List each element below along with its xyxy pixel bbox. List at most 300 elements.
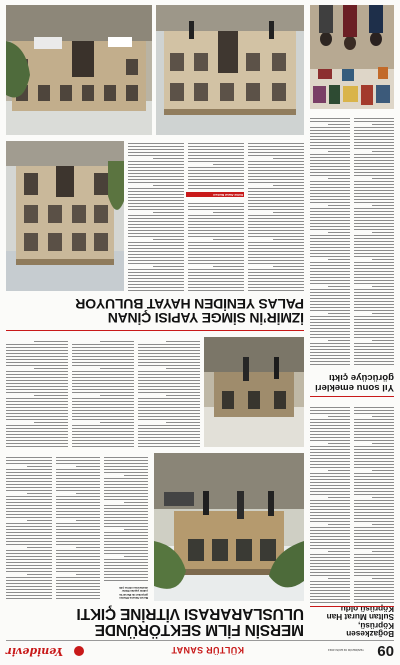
text-line: [354, 428, 394, 429]
text-line: [354, 322, 394, 323]
text-line: [128, 209, 184, 210]
text-line: [310, 352, 350, 353]
text-line: [354, 190, 394, 191]
text-line: [354, 268, 394, 269]
text-line: [354, 542, 394, 543]
text-line: [354, 337, 394, 338]
text-line: [328, 313, 350, 314]
text-line: [310, 467, 350, 468]
text-line: [310, 166, 350, 167]
film-body-text-col-6: [6, 337, 68, 447]
text-line: [354, 181, 394, 182]
text-line: [138, 362, 200, 363]
cinan-palas-photo: [6, 141, 124, 291]
text-line: [310, 539, 350, 540]
text-line: [310, 241, 350, 242]
text-line: [56, 541, 100, 542]
text-line: [310, 440, 350, 441]
film-headline-line-2: ULUSLARARASI VİTRİNE ÇIKTI: [76, 605, 304, 623]
text-line: [56, 580, 100, 581]
text-line: [354, 142, 394, 143]
text-line: [354, 473, 394, 474]
film-set-photo: [154, 453, 304, 601]
text-line: [248, 152, 304, 153]
text-line: [354, 226, 394, 227]
text-line: [128, 227, 184, 228]
text-line: [188, 143, 244, 144]
text-line: [310, 223, 350, 224]
text-line: [188, 221, 244, 222]
text-line: [104, 574, 148, 575]
text-line: [72, 407, 134, 408]
text-line: [27, 547, 52, 548]
text-line: [354, 563, 394, 564]
text-line: [76, 574, 100, 575]
text-line: [310, 364, 350, 365]
text-line: [248, 269, 304, 270]
text-line: [310, 530, 350, 531]
page-header: [6, 640, 394, 661]
text-line: [354, 331, 394, 332]
izmir-headline-line-2: PALAS YENİDEN HAYAT BULUYOR: [75, 295, 304, 312]
text-line: [248, 143, 304, 144]
text-line: [354, 121, 394, 122]
text-line: [128, 278, 184, 279]
text-line: [188, 278, 244, 279]
text-line: [328, 286, 350, 287]
text-line: [153, 239, 184, 240]
text-line: [188, 269, 244, 270]
text-line: [354, 599, 394, 600]
text-line: [6, 410, 68, 411]
divider: [310, 606, 394, 607]
text-line: [56, 565, 100, 566]
text-line: [56, 463, 100, 464]
text-line: [188, 257, 244, 258]
text-line: [213, 212, 244, 213]
text-line: [104, 565, 148, 566]
text-line: [6, 571, 52, 572]
text-line: [76, 547, 100, 548]
text-line: [6, 508, 52, 509]
text-line: [188, 254, 244, 255]
text-line: [128, 254, 184, 255]
text-line: [310, 596, 350, 597]
text-line: [104, 511, 148, 512]
text-line: [372, 524, 394, 525]
film-body-text-col-4: [138, 337, 200, 447]
text-line: [138, 434, 200, 435]
text-line: [124, 475, 148, 476]
text-line: [128, 188, 184, 189]
text-line: [56, 544, 100, 545]
text-line: [310, 358, 350, 359]
text-line: [138, 389, 200, 390]
text-line: [354, 160, 394, 161]
header-date: YENİDEVİR 02 EKİM 2024: [327, 648, 364, 652]
text-line: [248, 188, 304, 189]
text-line: [104, 463, 148, 464]
text-line: [56, 517, 100, 518]
text-line: [354, 518, 394, 519]
text-line: [138, 446, 200, 447]
text-line: [104, 532, 148, 533]
text-line: [354, 241, 394, 242]
text-line: [354, 145, 394, 146]
text-line: [128, 224, 184, 225]
text-line: [248, 281, 304, 282]
text-line: [104, 580, 148, 581]
text-line: [34, 368, 68, 369]
text-line: [354, 560, 394, 561]
text-line: [354, 557, 394, 558]
text-line: [328, 416, 350, 417]
text-line: [310, 407, 350, 408]
text-line: [153, 266, 184, 267]
text-line: [354, 500, 394, 501]
text-line: [6, 440, 68, 441]
text-line: [188, 203, 244, 204]
text-line: [354, 413, 394, 414]
text-line: [138, 419, 200, 420]
text-line: [328, 178, 350, 179]
text-line: [354, 494, 394, 495]
text-line: [128, 245, 184, 246]
text-line: [310, 274, 350, 275]
text-line: [354, 467, 394, 468]
text-line: [310, 545, 350, 546]
text-line: [354, 548, 394, 549]
text-line: [354, 301, 394, 302]
text-line: [354, 133, 394, 134]
text-line: [310, 247, 350, 248]
text-line: [310, 503, 350, 504]
text-line: [354, 253, 394, 254]
text-line: [310, 349, 350, 350]
yearend-body-text-col-1: [354, 115, 394, 365]
film-headline-line-1: MERSİN FİLM SEKTÖRÜNDE: [94, 621, 304, 638]
text-line: [104, 544, 148, 545]
text-line: [188, 281, 244, 282]
text-line: [128, 248, 184, 249]
text-line: [248, 179, 304, 180]
section-title: KÜLTÜR SANAT: [171, 645, 244, 655]
text-line: [56, 532, 100, 533]
text-line: [248, 215, 304, 216]
text-line: [354, 503, 394, 504]
text-line: [372, 286, 394, 287]
text-line: [310, 301, 350, 302]
text-line: [6, 353, 68, 354]
text-line: [166, 341, 200, 342]
text-line: [310, 184, 350, 185]
text-line: [354, 602, 394, 603]
text-line: [188, 167, 244, 168]
text-line: [354, 148, 394, 149]
text-line: [6, 404, 68, 405]
text-line: [310, 181, 350, 182]
text-line: [104, 478, 148, 479]
palace-exterior-photo-art: [156, 5, 304, 135]
text-line: [72, 404, 134, 405]
text-line: [188, 152, 244, 153]
text-line: [354, 139, 394, 140]
text-line: [310, 325, 350, 326]
palace-exterior-photo: [156, 5, 304, 135]
text-line: [310, 271, 350, 272]
text-line: [354, 235, 394, 236]
text-line: [354, 407, 394, 408]
text-line: [248, 209, 304, 210]
text-line: [6, 490, 52, 491]
text-line: [128, 176, 184, 177]
text-line: [273, 158, 304, 159]
text-line: [188, 155, 244, 156]
text-line: [248, 254, 304, 255]
cinan-palas-photo-art: [6, 141, 124, 291]
text-line: [128, 194, 184, 195]
text-line: [273, 239, 304, 240]
text-line: [128, 170, 184, 171]
text-line: [72, 425, 134, 426]
text-line: [6, 526, 52, 527]
text-line: [128, 164, 184, 165]
text-line: [153, 158, 184, 159]
text-line: [72, 392, 134, 393]
text-line: [354, 512, 394, 513]
text-line: [310, 226, 350, 227]
text-line: [128, 161, 184, 162]
text-line: [310, 587, 350, 588]
text-line: [248, 233, 304, 234]
text-line: [188, 230, 244, 231]
text-line: [6, 374, 68, 375]
text-line: [56, 529, 100, 530]
text-line: [188, 149, 244, 150]
text-line: [310, 422, 350, 423]
text-line: [310, 304, 350, 305]
text-line: [354, 229, 394, 230]
text-line: [72, 350, 134, 351]
text-line: [124, 556, 148, 557]
text-line: [6, 380, 68, 381]
text-line: [128, 263, 184, 264]
text-line: [104, 520, 148, 521]
text-line: [354, 223, 394, 224]
text-line: [354, 208, 394, 209]
text-line: [72, 389, 134, 390]
text-line: [372, 497, 394, 498]
text-line: [354, 307, 394, 308]
page-number: 09: [377, 642, 394, 659]
text-line: [354, 175, 394, 176]
text-line: [188, 158, 244, 159]
text-line: [56, 457, 100, 458]
text-line: [310, 154, 350, 155]
text-line: [328, 524, 350, 525]
text-line: [248, 230, 304, 231]
text-line: [56, 553, 100, 554]
text-line: [128, 272, 184, 273]
text-line: [6, 386, 68, 387]
text-line: [248, 257, 304, 258]
text-line: [138, 413, 200, 414]
text-line: [100, 395, 134, 396]
film-lead: [104, 585, 148, 599]
text-line: [6, 347, 68, 348]
text-line: [354, 277, 394, 278]
text-line: [248, 272, 304, 273]
text-line: [354, 485, 394, 486]
text-line: [56, 592, 100, 593]
text-line: [248, 284, 304, 285]
text-line: [354, 361, 394, 362]
text-line: [310, 464, 350, 465]
text-line: [354, 410, 394, 411]
text-line: [248, 236, 304, 237]
text-line: [6, 362, 68, 363]
text-line: [56, 505, 100, 506]
text-line: [128, 221, 184, 222]
text-line: [6, 434, 68, 435]
text-line: [310, 548, 350, 549]
text-line: [372, 578, 394, 579]
text-line: [56, 484, 100, 485]
text-line: [100, 341, 134, 342]
text-line: [72, 365, 134, 366]
text-line: [104, 526, 148, 527]
text-line: [248, 290, 304, 291]
text-line: [310, 295, 350, 296]
text-line: [310, 343, 350, 344]
text-line: [6, 535, 52, 536]
text-line: [310, 560, 350, 561]
text-line: [310, 214, 350, 215]
text-line: [6, 565, 52, 566]
text-line: [354, 118, 394, 119]
text-line: [354, 244, 394, 245]
text-line: [354, 455, 394, 456]
text-line: [124, 529, 148, 530]
text-line: [310, 593, 350, 594]
film-lead-line-1: Mersin Sinema Ofisinin: [119, 596, 148, 599]
film-body-text-col-2: [56, 453, 100, 599]
text-line: [6, 344, 68, 345]
text-line: [354, 346, 394, 347]
text-line: [354, 554, 394, 555]
text-line: [310, 244, 350, 245]
text-line: [6, 586, 52, 587]
text-line: [138, 407, 200, 408]
text-line: [138, 428, 200, 429]
text-line: [56, 523, 100, 524]
text-line: [248, 167, 304, 168]
text-line: [310, 256, 350, 257]
text-line: [6, 592, 52, 593]
text-line: [128, 173, 184, 174]
text-line: [372, 178, 394, 179]
text-line: [27, 520, 52, 521]
text-line: [310, 193, 350, 194]
text-line: [6, 437, 68, 438]
text-line: [188, 182, 244, 183]
text-line: [138, 380, 200, 381]
text-line: [6, 460, 52, 461]
text-line: [6, 425, 68, 426]
text-line: [354, 464, 394, 465]
text-line: [188, 185, 244, 186]
text-line: [56, 511, 100, 512]
text-line: [310, 581, 350, 582]
text-line: [104, 571, 148, 572]
text-line: [128, 233, 184, 234]
text-line: [354, 431, 394, 432]
text-line: [310, 449, 350, 450]
text-line: [72, 437, 134, 438]
text-line: [354, 449, 394, 450]
text-line: [248, 206, 304, 207]
text-line: [310, 280, 350, 281]
text-line: [310, 482, 350, 483]
text-line: [248, 161, 304, 162]
text-line: [310, 431, 350, 432]
text-line: [104, 496, 148, 497]
text-line: [153, 185, 184, 186]
text-line: [310, 250, 350, 251]
text-line: [372, 124, 394, 125]
text-line: [354, 172, 394, 173]
text-line: [6, 541, 52, 542]
text-line: [6, 407, 68, 408]
text-line: [310, 542, 350, 543]
text-line: [354, 211, 394, 212]
text-line: [72, 419, 134, 420]
text-line: [6, 457, 52, 458]
exhibition-photo-art: [310, 5, 394, 109]
text-line: [128, 206, 184, 207]
text-line: [310, 355, 350, 356]
text-line: [56, 589, 100, 590]
text-line: [310, 461, 350, 462]
text-line: [354, 364, 394, 365]
text-line: [6, 401, 68, 402]
text-line: [372, 443, 394, 444]
text-line: [354, 319, 394, 320]
text-line: [6, 359, 68, 360]
text-line: [138, 350, 200, 351]
text-line: [354, 482, 394, 483]
logo-icon: [74, 646, 84, 656]
text-line: [354, 596, 394, 597]
text-line: [128, 251, 184, 252]
text-line: [248, 155, 304, 156]
film-crew-photo: [204, 337, 304, 447]
text-line: [56, 535, 100, 536]
text-line: [354, 545, 394, 546]
text-line: [72, 440, 134, 441]
text-line: [310, 130, 350, 131]
text-line: [72, 443, 134, 444]
text-line: [188, 215, 244, 216]
text-line: [188, 173, 244, 174]
text-line: [310, 473, 350, 474]
text-line: [310, 145, 350, 146]
text-line: [72, 401, 134, 402]
text-line: [27, 493, 52, 494]
text-line: [248, 287, 304, 288]
izmir-headline-line-1: İZMİR’İN SİMGE YAPISI ÇİNAN: [107, 310, 304, 326]
text-line: [188, 176, 244, 177]
